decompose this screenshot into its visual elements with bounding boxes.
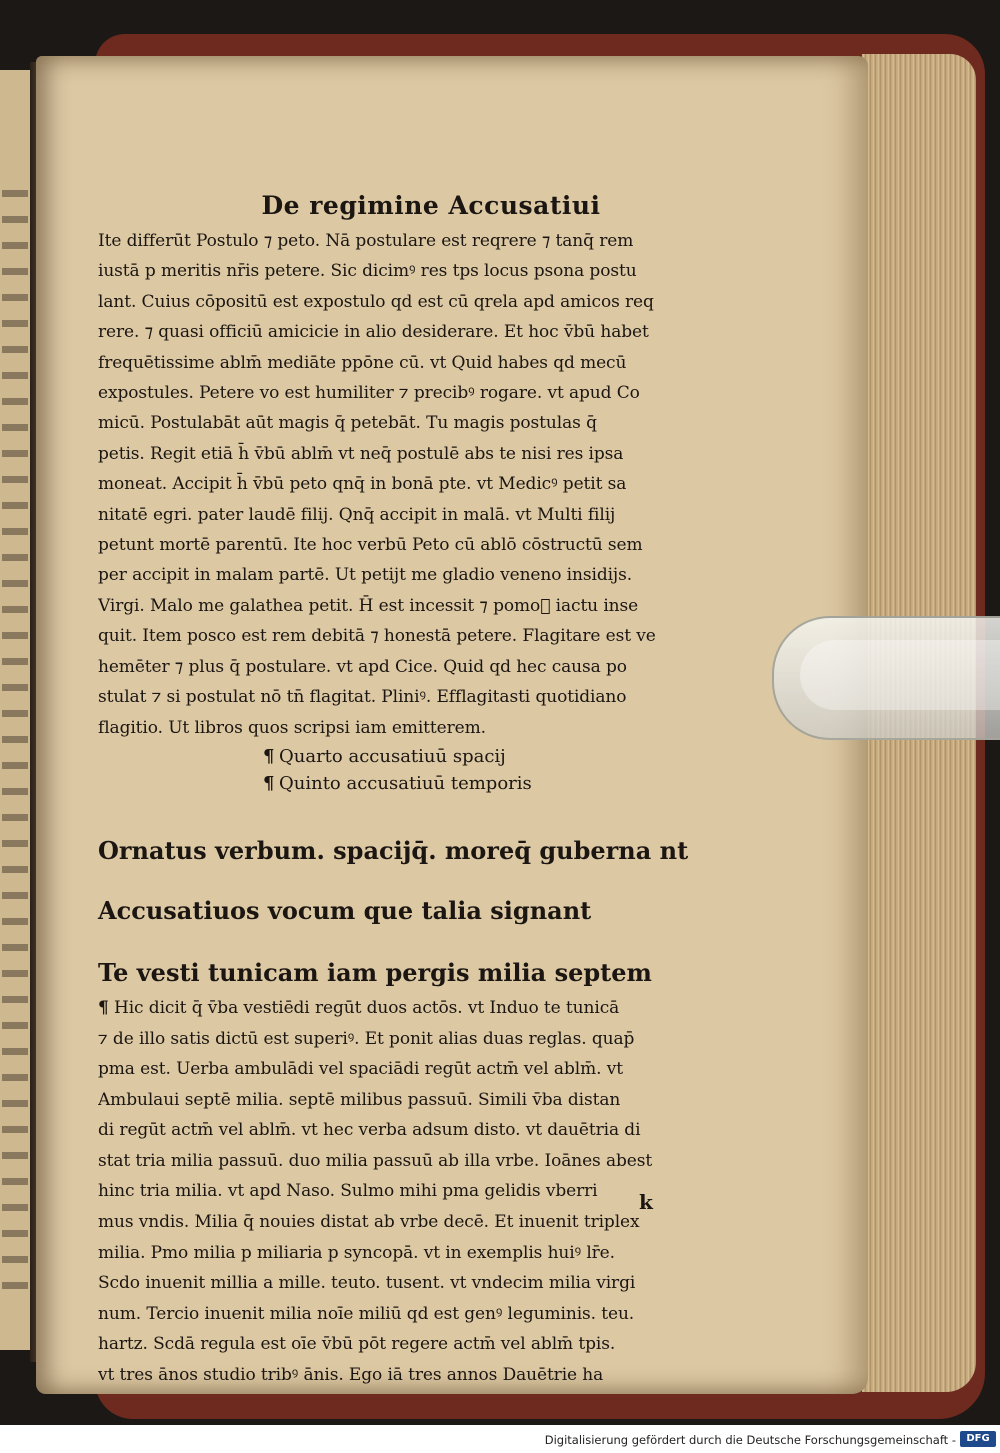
- text-line: [98, 256, 734, 286]
- facing-page-text: [2, 190, 28, 1300]
- text-line-content: iustā p meritis nr̄is petere. Sic dicimꝰ res tps locus psona postu: [98, 261, 637, 282]
- text-line: [98, 408, 734, 438]
- funding-credit: Digitalisierung gefördert durch die Deutsche Forschungsgemeinschaft -: [544, 1433, 956, 1447]
- pilcrow-icon: ¶: [263, 745, 275, 767]
- text-line: [98, 1024, 734, 1055]
- text-line-content: num. Tercio inuenit milia noīe miliū qd est genꝰ leguminis. teu.: [98, 1303, 635, 1324]
- text-line-content: hinc tria milia. vt apd Naso. Sulmo mihi pma gelidis vberri: [98, 1181, 598, 1202]
- text-line-content: per accipit in malam partē. Ut petijt me gladio veneno insidijs.: [98, 565, 633, 586]
- text-line-content: flagitio. Ut libros quos scripsi iam emitterem.: [98, 717, 486, 738]
- text-line: [98, 1268, 734, 1299]
- text-line: [98, 226, 734, 256]
- text-line-content: Scdo inuenit millia a mille. teuto. tusent. vt vndecim milia virgi: [98, 1273, 636, 1294]
- toc-line-1: [263, 743, 734, 770]
- text-line-content: pma est. Uerba ambulādi vel spaciādi regūt actm̄ vel ablm̄. vt: [98, 1059, 623, 1080]
- verse-2: Accusatiuos vocum que talia signant: [98, 895, 592, 925]
- text-line-content: Virgi. Malo me galathea petit. H̄ est incessit ⁊ pomo᷑ iactu inse: [98, 595, 639, 616]
- text-line: [98, 621, 734, 651]
- text-line-content: petis. Regit etiā h̄ v̄bū ablm̄ vt neq̄ postulē abs te nisi res ipsa: [98, 443, 624, 464]
- text-line: [98, 1115, 734, 1146]
- text-line-content: frequētissime ablm̄ mediāte ppōne cū. vt Quid habes qd mecū: [98, 352, 627, 373]
- text-line: [98, 652, 734, 682]
- text-line: [98, 1238, 734, 1269]
- text-line-content: di regūt actm̄ vel ablm̄. vt hec verba adsum disto. vt dauētria di: [98, 1120, 641, 1141]
- text-line-content: hartz. Scdā regula est oīe v̄bū pōt regere actm̄ vel ablm̄ tpis.: [98, 1334, 616, 1355]
- text-line-content: rere. ⁊ quasi officiū amicicie in alio desiderare. Et hoc v̄bū habet: [98, 322, 649, 343]
- text-line: [98, 1360, 734, 1391]
- dfg-logo: DFG: [960, 1431, 996, 1447]
- running-head: De regimine Accusatiui: [261, 191, 601, 220]
- text-line-content: lant. Cuius cōpositū est expostulo qd est cū qrela apd amicos req: [98, 291, 654, 312]
- printed-page: [36, 56, 868, 1394]
- pilcrow-icon: ¶: [98, 997, 109, 1018]
- text-line: [98, 1054, 734, 1085]
- text-line: [98, 993, 734, 1024]
- text-line-content: expostules. Petere vo est humiliter ⁊ precibꝰ rogare. vt apud Co: [98, 383, 640, 404]
- text-line: [98, 439, 734, 469]
- text-line: [98, 287, 734, 317]
- text-line-content: Ambulaui septē milia. septē milibus passuū. Simili v̄ba distan: [98, 1089, 621, 1110]
- text-line-content: Ite differūt Postulo ⁊ peto. Nā postulare est reqrere ⁊ tanq̄ rem: [98, 231, 634, 251]
- toc-lines: [98, 743, 734, 797]
- facing-page-fragment: [0, 70, 34, 1350]
- text-line: [98, 469, 734, 499]
- text-line: [98, 1329, 734, 1360]
- verse-1: Ornatus verbum. spacijq̄. moreq̄ guberna nt: [98, 835, 689, 865]
- text-line: [98, 378, 734, 408]
- text-line: [98, 348, 734, 378]
- text-line-content: vt tres ānos studio tribꝰ ānis. Ego iā tres annos Dauētrie ha: [98, 1365, 604, 1386]
- bookmark-highlight: [800, 640, 1000, 710]
- text-line: [98, 500, 734, 530]
- text-line-content: moneat. Accipit h̄ v̄bū peto qnq̄ in bonā pte. vt Medicꝰ petit sa: [98, 474, 627, 495]
- footer-bar: [0, 1425, 1000, 1453]
- signature-mark: k: [639, 1190, 653, 1214]
- text-line: [98, 317, 734, 347]
- text-line: [98, 530, 734, 560]
- text-line: [98, 1085, 734, 1116]
- toc-text-2: Quinto accusatiuū temporis: [279, 772, 532, 794]
- pilcrow-icon: ¶: [263, 772, 275, 794]
- text-line: [98, 591, 734, 621]
- text-line-content: milia. Pmo milia p miliaria p syncopā. vt in exemplis huiꝰ lr̄e.: [98, 1242, 615, 1263]
- paragraph-1: [98, 226, 734, 743]
- text-line: [98, 713, 734, 743]
- text-line-content: stulat ⁊ si postulat nō tn̄ flagitat. Pliniꝰ. Efflagitasti quotidiano: [98, 687, 627, 708]
- text-line: [98, 1146, 734, 1177]
- text-line-content: Hic dicit q̄ v̄ba vestiēdi regūt duos actōs. vt Induo te tunicā: [114, 997, 620, 1018]
- text-line: [98, 1299, 734, 1330]
- text-line-content: petunt mortē parentū. Ite hoc verbū Peto cū ablō cōstructū sem: [98, 535, 643, 556]
- toc-line-2: [263, 770, 734, 797]
- text-line-content: micū. Postulabāt aūt magis q̄ petebāt. Tu magis postulas q̄: [98, 413, 597, 434]
- text-line-content: nitatē egri. pater laudē filij. Qnq̄ accipit in malā. vt Multi filij: [98, 504, 616, 525]
- text-line-content: mus vndis. Milia q̄ nouies distat ab vrbe decē. Et inuenit triplex: [98, 1212, 640, 1233]
- text-line-content: hemēter ⁊ plus q̄ postulare. vt apd Cice. Quid qd hec causa po: [98, 656, 627, 677]
- verse-3: Te vesti tunicam iam pergis milia septem: [98, 957, 652, 987]
- text-line-content: stat tria milia passuū. duo milia passuū ab illa vrbe. Ioānes abest: [98, 1150, 653, 1171]
- text-line: [98, 560, 734, 590]
- text-line-content: ⁊ de illo satis dictū est superiꝰ. Et ponit alias duas reglas. quap̄: [98, 1028, 635, 1049]
- toc-text-1: Quarto accusatiuū spacij: [279, 745, 506, 767]
- text-line: [98, 682, 734, 712]
- text-line-content: quit. Item posco est rem debitā ⁊ honestā petere. Flagitare est ve: [98, 626, 656, 647]
